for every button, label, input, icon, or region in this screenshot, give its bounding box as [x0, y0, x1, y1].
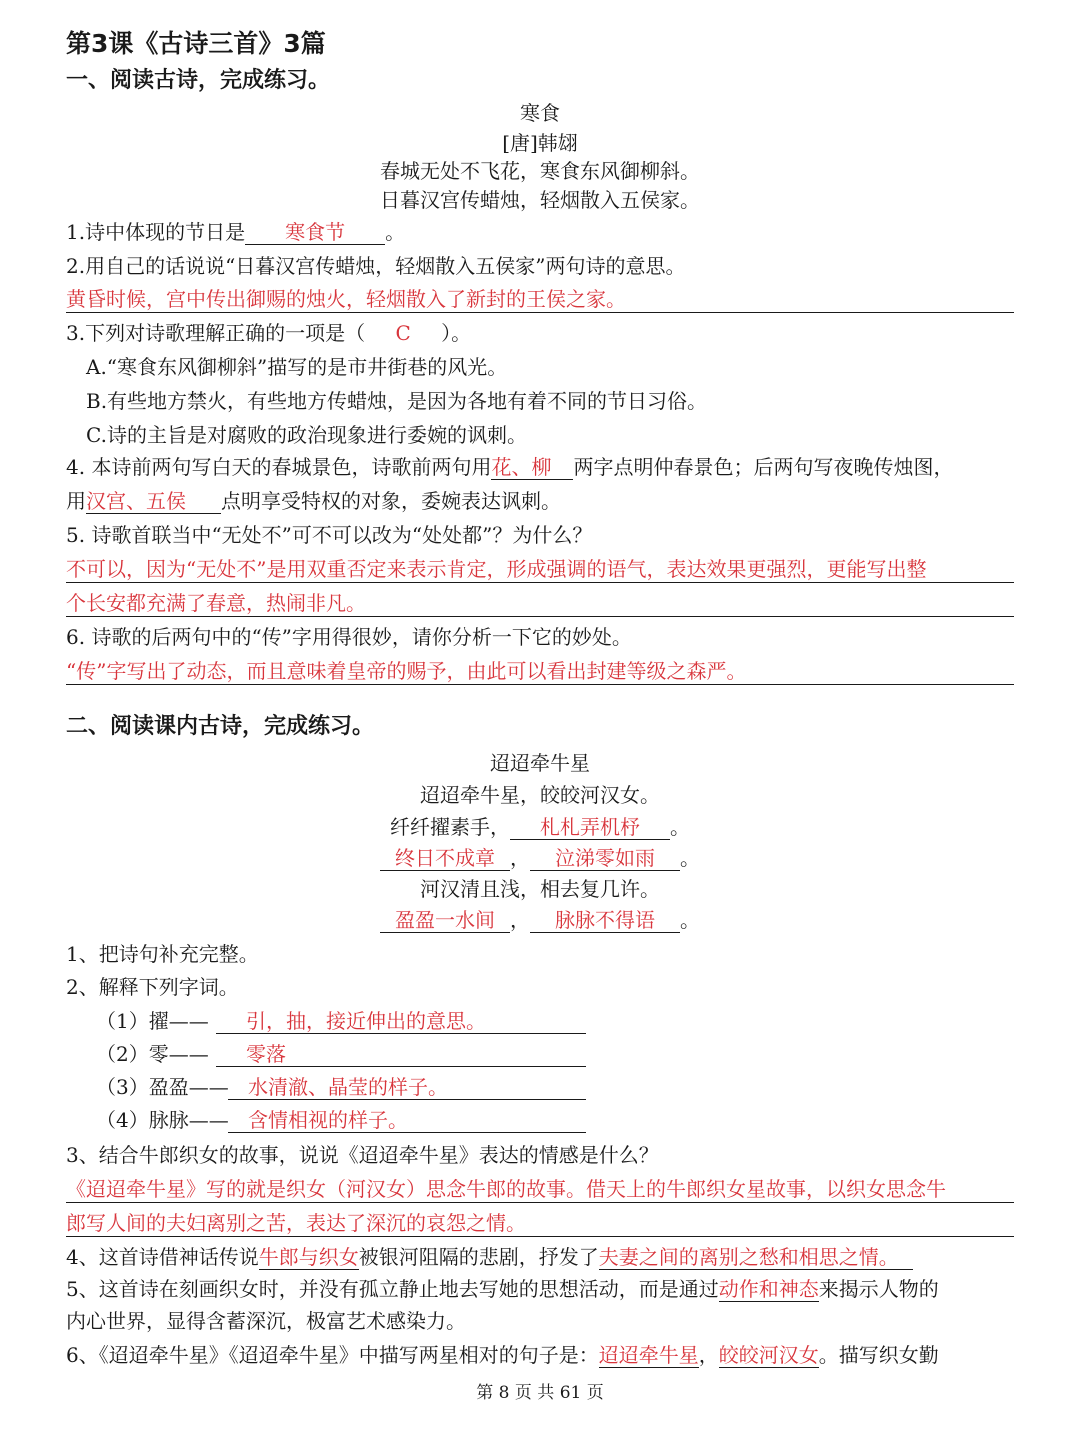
poem-line — [66, 907, 1014, 933]
poem-line — [66, 845, 1014, 871]
question-text: 被银河阻隔的悲剧，抒发了 — [358, 1245, 599, 1269]
answer-line: 不可以，因为“无处不”是用双重否定来表示肯定，形成强调的语气，表达效果更强烈，更能写出整 — [66, 556, 1014, 583]
word-label: （2）零—— — [96, 1042, 209, 1066]
question-3: 3、结合牛郎织女的故事，说说《迢迢牵牛星》表达的情感是什么？ — [66, 1143, 659, 1167]
question-text: 。描写织女勤 — [818, 1343, 939, 1367]
answer-line: 黄昏时候，宫中传出御赐的烛火，轻烟散入了新封的王侯之家。 — [66, 286, 1014, 313]
answer-blank: 引，抽，接近伸出的意思。 — [216, 1009, 586, 1034]
answer-blank: 盈盈一水间 — [380, 908, 510, 933]
question-6: 6. 诗歌的后两句中的“传”字用得很妙，请你分析一下它的妙处。 — [66, 625, 632, 649]
poem-text: ， — [510, 908, 530, 932]
question-1 — [66, 219, 1014, 245]
question-4 — [66, 1244, 1014, 1270]
answer-blank: 零落 — [216, 1042, 586, 1067]
word-label: （4）脉脉—— — [96, 1108, 229, 1132]
answer-blank: 汉宫、五侯 — [86, 489, 221, 514]
poem-text: ， — [510, 846, 530, 870]
answer-blank: 皎皎河汉女 — [718, 1343, 819, 1367]
question-text: 3.下列对诗歌理解正确的一项是（ — [66, 321, 366, 345]
question-text: 5、这首诗在刻画织女时，并没有孤立静止地去写她的思想活动，而是通过 — [66, 1277, 719, 1301]
answer-blank: 动作和神态 — [718, 1277, 819, 1301]
question-text: 两字点明仲春景色；后两句写夜晚传烛图， — [573, 455, 954, 479]
answer-line: 《迢迢牵牛星》写的就是织女（河汉女）思念牛郎的故事。借天上的牛郎织女星故事，以织女思念牛 — [66, 1176, 1014, 1203]
word-item — [96, 1008, 1014, 1034]
question-5-cont: 内心世界，显得含蓄深沉，极富艺术感染力。 — [66, 1309, 466, 1333]
word-label: （3）盈盈—— — [96, 1075, 229, 1099]
answer-blank: 札札弄机杼 — [510, 815, 670, 840]
word-item — [96, 1041, 1014, 1067]
poem-line — [66, 814, 1014, 840]
answer-blank: 夫妻之间的离别之愁和相思之情。 — [599, 1245, 913, 1270]
poem-text: 纤纤擢素手， — [390, 815, 510, 839]
section-1-heading: 一、阅读古诗，完成练习。 — [66, 68, 331, 93]
page-title: 第3课《古诗三首》3篇 — [66, 29, 326, 58]
question-4-cont — [66, 488, 1014, 514]
answer-blank: 牛郎与织女 — [258, 1245, 359, 1269]
question-6 — [66, 1342, 1014, 1368]
word-item — [96, 1074, 1014, 1100]
page-number: 第 8 页 共 61 页 — [476, 1383, 604, 1403]
poem-title: 迢迢牵牛星 — [490, 751, 590, 775]
option-b: B.有些地方禁火，有些地方传蜡烛，是因为各地有着不同的节日习俗。 — [86, 389, 708, 413]
question-text: 用 — [66, 489, 86, 513]
question-1: 1、把诗句补充完整。 — [66, 942, 259, 966]
poem-text: 。 — [670, 815, 690, 839]
question-text: 4. 本诗前两句写白天的春城景色，诗歌前两句用 — [66, 455, 492, 479]
section-2-heading: 二、阅读课内古诗，完成练习。 — [66, 714, 375, 739]
poem-line: 河汉清且浅，相去复几许。 — [420, 877, 660, 901]
question-text: 点明享受特权的对象，委婉表达讽刺。 — [221, 489, 561, 513]
answer-blank: 水清澈、晶莹的样子。 — [228, 1075, 586, 1100]
question-text: 4、这首诗借神话传说 — [66, 1245, 259, 1269]
question-2: 2.用自己的话说说“日暮汉宫传蜡烛，轻烟散入五侯家”两句诗的意思。 — [66, 254, 686, 278]
poem-line: 日暮汉宫传蜡烛，轻烟散入五侯家。 — [380, 188, 700, 212]
answer-line: 郎写人间的夫妇离别之苦，表达了深沉的哀怨之情。 — [66, 1210, 1014, 1237]
option-c: C.诗的主旨是对腐败的政治现象进行委婉的讽刺。 — [86, 423, 527, 447]
question-3 — [66, 320, 1014, 346]
poem-title: 寒食 — [520, 101, 560, 125]
question-text: 来揭示人物的 — [818, 1277, 939, 1301]
question-5: 5. 诗歌首联当中“无处不”可不可以改为“处处都”？为什么？ — [66, 523, 593, 547]
answer-blank: 花、柳 — [491, 455, 573, 480]
question-4 — [66, 454, 1014, 480]
question-5 — [66, 1276, 1014, 1302]
answer-line: 个长安都充满了春意，热闹非凡。 — [66, 590, 1014, 617]
answer-blank: 寒食节 — [245, 220, 385, 245]
question-text: ， — [698, 1343, 719, 1367]
answer-blank: 终日不成章 — [380, 846, 510, 871]
question-text: ）。 — [441, 321, 472, 345]
answer-blank: 迢迢牵牛星 — [598, 1343, 699, 1367]
question-text: 1.诗中体现的节日是 — [66, 220, 246, 244]
answer-choice: C — [395, 321, 411, 345]
poem-text: 。 — [680, 908, 700, 932]
question-text: 6、《迢迢牵牛星》《迢迢牵牛星》中描写两星相对的句子是： — [66, 1343, 599, 1367]
question-2: 2、解释下列字词。 — [66, 975, 239, 999]
answer-blank: 含情相视的样子。 — [228, 1108, 586, 1133]
poem-text: 。 — [680, 846, 700, 870]
word-label: （1）擢—— — [96, 1009, 209, 1033]
answer-blank: 脉脉不得语 — [530, 908, 680, 933]
poem-line: 迢迢牵牛星，皎皎河汉女。 — [420, 783, 660, 807]
word-item — [96, 1107, 1014, 1133]
poem-line: 春城无处不飞花，寒食东风御柳斜。 — [380, 159, 700, 183]
option-a: A.“寒食东风御柳斜”描写的是市井街巷的风光。 — [86, 355, 508, 379]
answer-line: “传”字写出了动态，而且意味着皇帝的赐予，由此可以看出封建等级之森严。 — [66, 658, 1014, 685]
answer-blank: 泣涕零如雨 — [530, 846, 680, 871]
question-text: 。 — [385, 220, 406, 244]
poem-author: [唐]韩翃 — [502, 131, 578, 155]
